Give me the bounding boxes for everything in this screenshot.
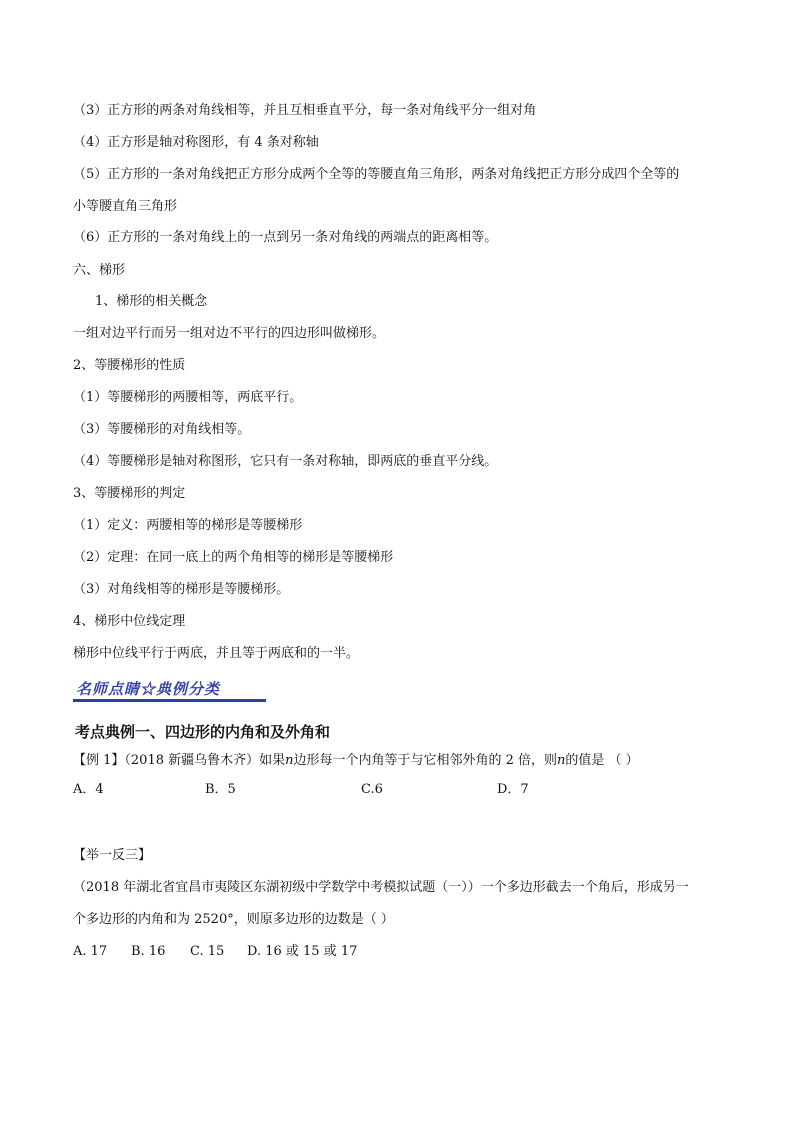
example-suffix: 的值是 （ ） — [565, 753, 639, 768]
text-line: （1）等腰梯形的两腰相等，两底平行。 — [73, 390, 303, 405]
text-line: （2）定理：在同一底上的两个角相等的梯形是等腰梯形 — [73, 550, 394, 565]
subsection-title: 2、等腰梯形的性质 — [73, 358, 186, 373]
text-line: （3）正方形的两条对角线相等，并且互相垂直平分，每一条对角线平分一组对角 — [73, 103, 537, 118]
option-d: D. 16 或 15 或 17 — [247, 944, 358, 959]
section-title: 六、梯形 — [73, 263, 126, 278]
practice-question-line: 个多边形的内角和为 2520°，则原多边形的边数是（ ） — [73, 912, 394, 927]
practice-question-line: （2018 年湖北省宜昌市夷陵区东湖初级中学数学中考模拟试题（一））一个多边形截去一个角后，形成另一 — [73, 880, 689, 895]
section-banner — [73, 678, 266, 703]
option-b: B．5 — [205, 782, 236, 797]
text-line: 一组对边平行而另一组对边不平行的四边形叫做梯形。 — [73, 326, 386, 341]
option-d: D．7 — [497, 782, 529, 797]
topic-heading: 考点典例一、四边形的内角和及外角和 — [75, 723, 331, 741]
text-line: 梯形中位线平行于两底，并且等于两底和的一半。 — [73, 646, 360, 661]
option-a: A．4 — [73, 782, 104, 797]
banner-underline — [73, 699, 266, 702]
banner-text: 名师点睛☆典例分类 — [76, 680, 221, 698]
text-line: （4）正方形是轴对称图形，有 4 条对称轴 — [73, 135, 319, 150]
practice-title: 【举一反三】 — [73, 848, 152, 863]
variable-n: n — [285, 753, 294, 768]
subsection-title: 1、梯形的相关概念 — [95, 294, 208, 309]
example-prefix: 【例 1】（2018 新疆乌鲁木齐）如果 — [73, 753, 286, 768]
option-a: A. 17 — [73, 944, 108, 959]
text-line: （3）等腰梯形的对角线相等。 — [73, 422, 251, 437]
variable-n: n — [557, 753, 566, 768]
text-line: （1）定义：两腰相等的梯形是等腰梯形 — [73, 518, 303, 533]
example-mid: 边形每一个内角等于与它相邻外角的 2 倍，则 — [293, 753, 558, 768]
option-b: B. 16 — [131, 944, 166, 959]
text-line: （6）正方形的一条对角线上的一点到另一条对角线的两端点的距离相等。 — [73, 230, 498, 245]
example-question — [73, 752, 639, 770]
subsection-title: 4、梯形中位线定理 — [73, 614, 186, 629]
option-c: C. 15 — [190, 944, 225, 959]
text-line: （5）正方形的一条对角线把正方形分成两个全等的等腰直角三角形，两条对角线把正方形分成四个全等的 — [73, 167, 680, 182]
subsection-title: 3、等腰梯形的判定 — [73, 486, 186, 501]
text-line: 小等腰直角三角形 — [73, 199, 178, 214]
text-line: （3）对角线相等的梯形是等腰梯形。 — [73, 582, 290, 597]
text-line: （4）等腰梯形是轴对称图形，它只有一条对称轴，即两底的垂直平分线。 — [73, 454, 498, 469]
option-c: C.6 — [361, 782, 383, 797]
